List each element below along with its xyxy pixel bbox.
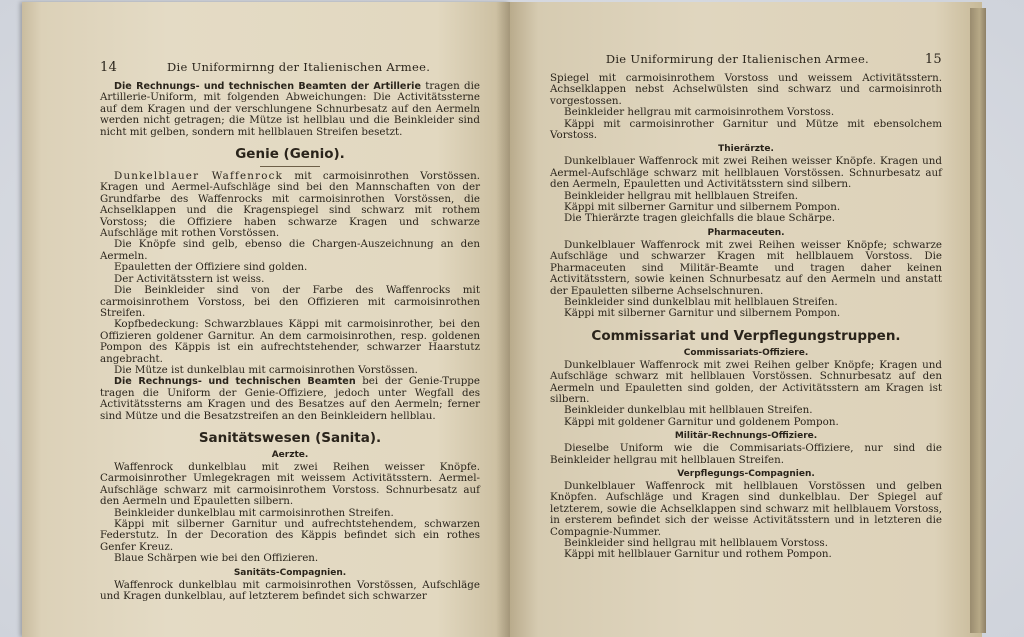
verpflegungs-p1: Dunkelblauer Waffenrock mit hellblauen Vorstössen und gelben Knöpfen. Aufschläge und Kragen sind dunkelblau. Der Spiegel auf letzterem, sowie die Achselklappen sind schwarz mit hellblauem Vorstoss, in ersterem befindet sich der weisse Activitätsstern und in letzteren die Compagnie-Nummer. xyxy=(550,479,942,538)
aerzte-p4: Blaue Schärpen wie bei den Offizieren. xyxy=(114,552,319,565)
verpflegungs-p3: Käppi mit hellblauer Garnitur und rothem Pompon. xyxy=(564,548,832,561)
right-page xyxy=(510,2,982,637)
left-page xyxy=(22,2,510,637)
commissariat-heading: Commissariat und Verpflegungstruppen. xyxy=(591,327,901,344)
aerzte-p1: Waffenrock dunkelblau mit zwei Reihen weisser Knöpfe. Carmoisinrother Umlegekragen mit weissem Activitätsstern. Aermel-Aufschläge schwarz mit carmoisinrothem Vorstoss. Schnurbesatz auf den Aermeln und Epauletten silbern. xyxy=(100,460,480,508)
cont-p2: Beinkleider hellgrau mit carmoisinrothem Vorstoss. xyxy=(564,106,835,119)
page-stack-edge xyxy=(970,8,986,633)
verpflegungs-p2: Beinkleider sind hellgrau mit hellblauem Vorstoss. xyxy=(564,537,828,549)
heading-rule xyxy=(260,166,320,167)
pharmaceuten-p1: Dunkelblauer Waffenrock mit zwei Reihen weisser Knöpfe; schwarze Aufschläge und schwarzer Kragen mit hellblauem Vorstoss. Die Pharmaceuten sind Militär-Beamte und tragen daher keinen Activitätsstern, sowie keinen Schnurbesatz auf den Aermeln und anstatt der Epauletten silberne Achselschnuren. xyxy=(550,238,942,297)
right-running-title: Die Uniformirung der Italienischen Armee. xyxy=(605,52,870,66)
genie-p2: Die Knöpfe sind gelb, ebenso die Chargen-Auszeichnung an den Aermeln. xyxy=(100,238,480,262)
left-running-head xyxy=(100,60,480,75)
cont-p1: Spiegel mit carmoisinrothem Vorstoss und weissem Activitätsstern. Achselklappen nebst Achselwülsten sind schwarz und carmoisinroth vorgestossen. xyxy=(550,72,942,107)
left-page-number: 14 xyxy=(100,60,118,75)
right-running-head xyxy=(550,52,942,67)
artillery-officials-text: tragen die Artillerie-Uniform, mit folgenden Abweichungen: Die Activitätssterne auf dem Kragen und der verschlungene Schnurbesatz auf den Aermeln werden nicht getragen; die Mütze ist hellblau und die Beinkleider sind nicht mit gelben, sondern mit hellblauen Streifen besetzt. xyxy=(100,80,480,138)
sanitaets-compagnien-p1: Waffenrock dunkelblau mit carmoisinrothen Vorstössen, Aufschläge und Kragen dunkelblau, auf letzterem befindet sich schwarzer xyxy=(100,578,480,603)
pharmaceuten-heading: Pharmaceuten. xyxy=(707,227,785,238)
genie-p8-lead: Die Rechnungs- und technischen Beamten xyxy=(114,376,356,388)
genie-p8-text: bei der Genie-Truppe tragen die Uniform der Genie-Offiziere, jedoch unter Wegfall des Activitätssterns am Kragen und des Besatzes auf den Aermeln; ferner sind Mütze und die Besatzstreifen an den Beinkleidern hellblau. xyxy=(100,375,480,422)
genie-p1-text: mit carmoisinrothen Vorstössen. Kragen und Aermel-Aufschläge sind bei den Mannschaften von der Grundfarbe des Waffenrocks mit carmoisinrothen Vorstössen, die Achselklappen und die Kragenspiegel sind schwarz mit rothem Vorstoss; die Offiziere haben schwarze Kragen und schwarze Aufschläge mit rothen Vorstössen. xyxy=(100,170,480,240)
genie-p7: Die Mütze ist dunkelblau mit carmoisinrothen Vorstössen. xyxy=(114,363,418,376)
aerzte-subheading: Aerzte. xyxy=(271,449,309,460)
commissariats-offiziere-subheading: Commissariats-Offiziere. xyxy=(683,347,809,358)
genie-p5: Die Beinkleider sind von der Farbe des Waffenrocks mit carmoisinrothem Vorstoss, bei den Offizieren mit carmoisinrothen Streifen. xyxy=(100,284,480,319)
commissariats-p3: Käppi mit goldener Garnitur und goldenem Pompon. xyxy=(564,415,839,428)
militaer-rechnungs-subheading: Militär-Rechnungs-Offiziere. xyxy=(674,431,818,442)
cont-p3: Käppi mit carmoisinrother Garnitur und Mütze mit ebensolchem Vorstoss. xyxy=(550,117,942,142)
genie-p8 xyxy=(100,376,480,422)
open-book xyxy=(22,2,982,637)
genie-p1-lead: Dunkelblauer Waffenrock xyxy=(114,170,284,183)
commissariats-p1: Dunkelblauer Waffenrock mit zwei Reihen gelber Knöpfe; Kragen und Aufschläge schwarz mit hellblauen Vorstössen. Schnurbesatz auf den Aermeln und Epauletten sind golden, der Activitätsstern am Kragen ist silbern. xyxy=(550,358,942,405)
aerzte-p2: Beinkleider dunkelblau mit carmoisinrothen Streifen. xyxy=(114,506,394,519)
thieraerzte-p4: Die Thierärzte tragen gleichfalls die blaue Schärpe. xyxy=(564,212,836,225)
artillery-officials-paragraph xyxy=(100,81,480,138)
commissariats-p2: Beinkleider dunkelblau mit hellblauen Streifen. xyxy=(564,404,813,417)
thieraerzte-p2: Beinkleider hellgrau mit hellblauen Streifen. xyxy=(564,189,798,202)
pharmaceuten-p2: Beinkleider sind dunkelblau mit hellblauen Streifen. xyxy=(564,295,838,308)
sanitaet-heading: Sanitätswesen (Sanita). xyxy=(198,429,382,446)
genie-p1 xyxy=(100,171,480,239)
sanitaets-compagnien-subheading: Sanitäts-Compagnien. xyxy=(233,567,347,578)
right-page-number: 15 xyxy=(924,52,942,67)
genie-heading: Genie (Genio). xyxy=(235,146,345,163)
left-running-title: Die Uniformirnng der Italienischen Armee. xyxy=(166,60,431,74)
pharmaceuten-p3: Käppi mit silberner Garnitur und silbernem Pompon. xyxy=(564,307,841,320)
aerzte-p3: Käppi mit silberner Garnitur und aufrechtstehendem, schwarzen Federstutz. In der Decoration des Käppis befindet sich ein rothes Genfer Kreuz. xyxy=(100,518,480,553)
thieraerzte-heading: Thierärzte. xyxy=(718,144,774,155)
genie-p4: Der Activitätsstern ist weiss. xyxy=(114,272,265,285)
genie-p6: Kopfbedeckung: Schwarzblaues Käppi mit carmoisinrother, bei den Offizieren goldener Garnitur. An dem carmoisinrothen, resp. goldenen Pompon des Käppis ist ein aufrechtstehender, schwarzer Haarstutz angebracht. xyxy=(100,318,480,365)
thieraerzte-p3: Käppi mit silberner Garnitur und silbernem Pompon. xyxy=(564,201,841,214)
thieraerzte-p1: Dunkelblauer Waffenrock mit zwei Reihen weisser Knöpfe. Kragen und Aermel-Aufschläge schwarz mit hellblauen Vorstössen. Schnurbesatz auf den Aermeln, Epauletten und Activitätsstern sind silbern. xyxy=(550,155,942,191)
militaer-rechnungs-p1: Dieselbe Uniform wie die Commisariats-Offiziere, nur sind die Beinkleider hellgrau mit hellblauen Streifen. xyxy=(550,442,942,466)
genie-p3: Epauletten der Offiziere sind golden. xyxy=(114,261,308,274)
verpflegungs-compagnien-subheading: Verpflegungs-Compagnien. xyxy=(677,468,815,479)
artillery-officials-lead: Die Rechnungs- und technischen Beamten der Artillerie xyxy=(114,81,421,92)
